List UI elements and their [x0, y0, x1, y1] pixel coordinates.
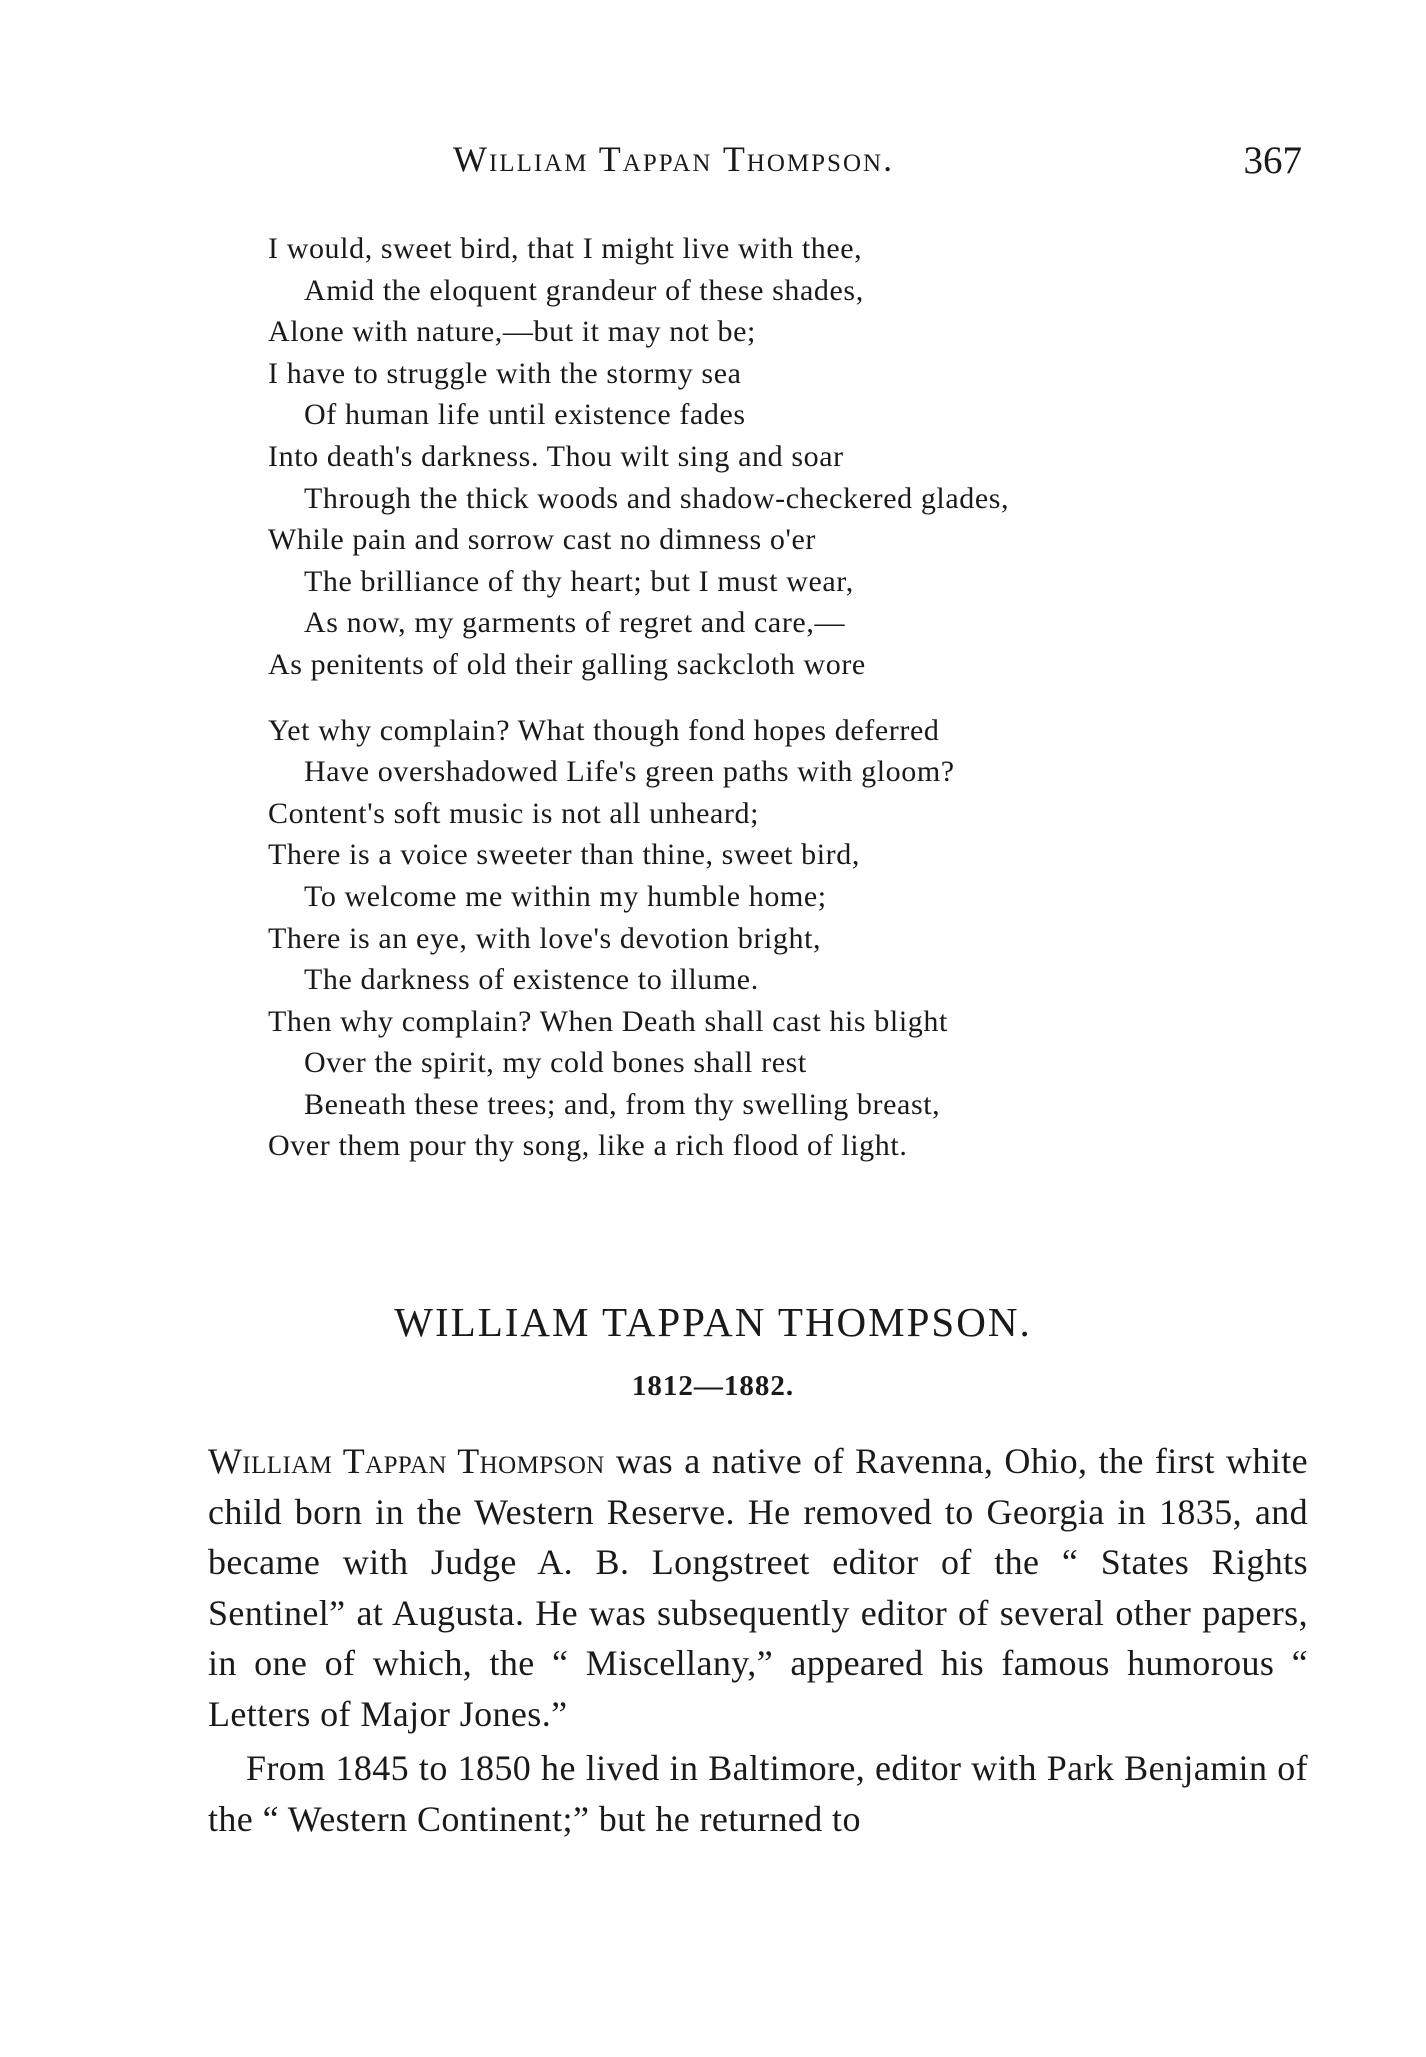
poem-line: Over the spirit, my cold bones shall rest [304, 1046, 807, 1080]
bio-paragraph-1 [208, 1436, 1308, 1739]
biography [208, 1436, 1308, 1844]
poem-line: There is a voice sweeter than thine, sweet bird, [268, 838, 860, 872]
poem-line: Have overshadowed Life's green paths with gloom? [304, 755, 955, 789]
poem-line: Yet why complain? What though fond hopes deferred [268, 713, 940, 747]
poem-line: Content's soft music is not all unheard; [268, 796, 760, 830]
poem [268, 228, 1248, 1167]
poem-line: There is an eye, with love's devotion bright, [268, 921, 822, 955]
bio-paragraph-2: From 1845 to 1850 he lived in Baltimore, editor with Park Benjamin of the “ Western Continent;” but he returned to [208, 1748, 1308, 1839]
bio-paragraph-1-text: was a native of Ravenna, Ohio, the first white child born in the Western Reserve. He removed to Georgia in 1835, and became with Judge A. B. Longstreet editor of the “ States Rights Sentinel” at Augusta. He was subsequently editor of several other papers, in one of which, the “ Miscellany,” appeared his famous humorous “ Letters of Major Jones.” [208, 1441, 1308, 1734]
poem-line: As penitents of old their galling sackcloth wore [268, 647, 866, 681]
running-title: William Tappan Thompson. [453, 139, 895, 179]
life-dates: 1812—1882. [631, 1370, 795, 1402]
poem-line: I would, sweet bird, that I might live with thee, [268, 232, 863, 265]
poem-line: Into death's darkness. Thou wilt sing and soar [268, 439, 844, 473]
stanza-2 [268, 710, 1248, 1168]
poem-line: While pain and sorrow cast no dimness o'er [268, 523, 816, 557]
poem-line: Of human life until existence fades [304, 398, 746, 432]
stanza-1 [268, 228, 1248, 686]
poem-line: Amid the eloquent grandeur of these shades, [304, 273, 864, 307]
poem-line: Then why complain? When Death shall cast his blight [268, 1004, 948, 1038]
bio-subject-name: William Tappan Thompson [208, 1441, 605, 1481]
running-head [0, 138, 1426, 188]
poem-line: As now, my garments of regret and care,— [304, 606, 846, 640]
poem-line: I have to struggle with the stormy sea [268, 356, 742, 390]
poem-line: The brilliance of thy heart; but I must wear, [304, 564, 854, 598]
poem-line: To welcome me within my humble home; [304, 879, 827, 913]
poem-line: Beneath these trees; and, from thy swelling breast, [304, 1087, 941, 1121]
poem-line: Alone with nature,—but it may not be; [268, 315, 756, 349]
poem-line: Over them pour thy song, like a rich flood of light. [268, 1129, 908, 1163]
page-number: 367 [1243, 139, 1302, 182]
poem-line: Through the thick woods and shadow-checkered glades, [304, 481, 1010, 515]
section-heading: WILLIAM TAPPAN THOMPSON. [394, 1299, 1032, 1345]
poem-line: The darkness of existence to illume. [304, 963, 759, 997]
